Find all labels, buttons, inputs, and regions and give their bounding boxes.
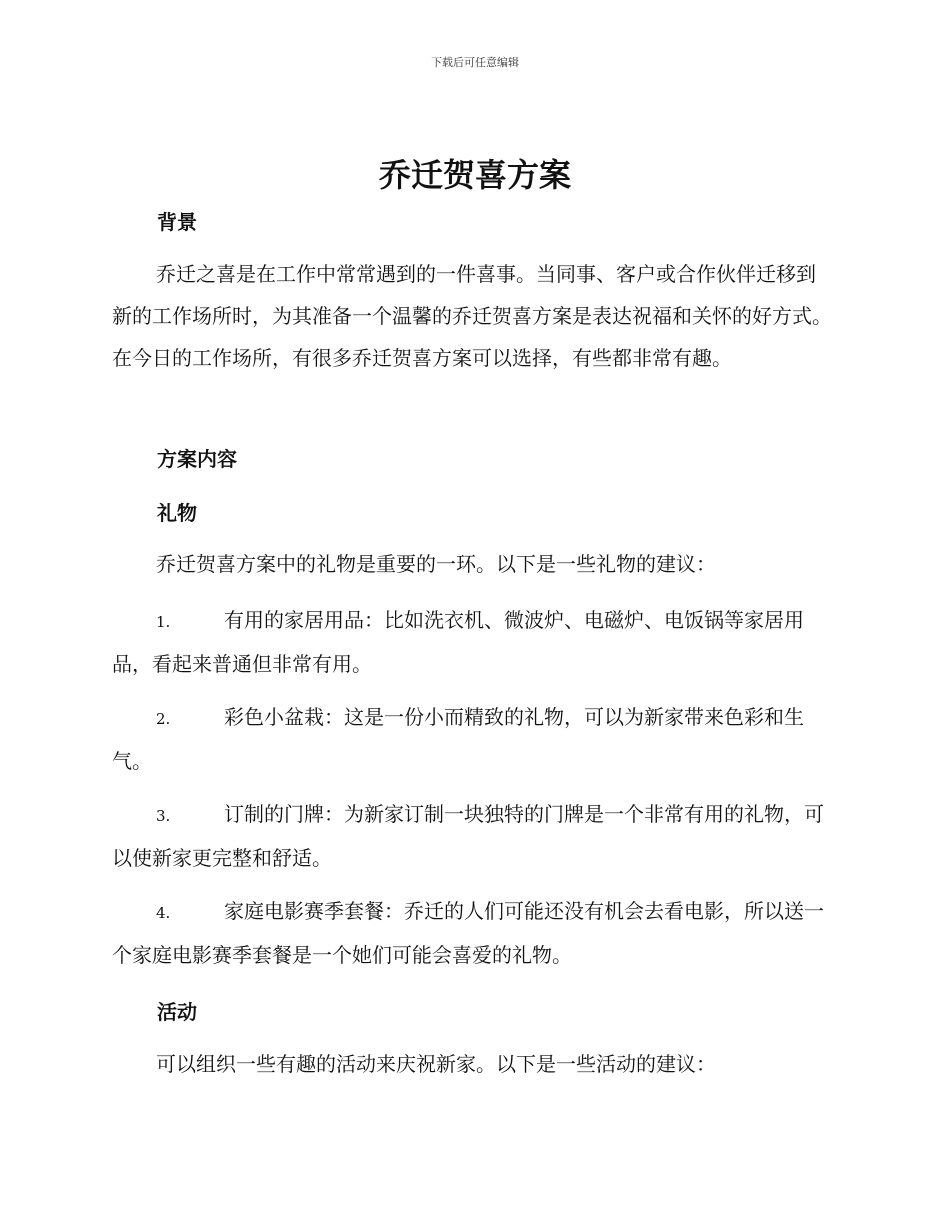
heading-gifts: 礼物 [157,501,197,525]
list-item [112,599,834,685]
paragraph-gift-intro: 乔迁贺喜方案中的礼物是重要的一环。以下是一些礼物的建议： [156,552,716,576]
list-item [112,793,834,879]
heading-background: 背景 [157,210,197,234]
list-item-text: 订制的门牌：为新家订制一块独特的门牌是一个非常有用的礼物，可以使新家更完整和舒适。 [112,802,824,870]
list-item [112,696,834,782]
list-item [112,890,834,976]
header-note: 下载后可任意编辑 [431,56,519,69]
list-item-text: 家庭电影赛季套餐：乔迁的人们可能还没有机会去看电影，所以送一个家庭电影赛季套餐是一个她们可能会喜爱的礼物。 [112,899,824,967]
document-title: 乔迁贺喜方案 [378,156,571,194]
list-item-number: 4. [156,904,171,922]
paragraph-background: 乔迁之喜是在工作中常常遇到的一件喜事。当同事、客户或合作伙伴迁移到新的工作场所时，为其准备一个温馨的乔迁贺喜方案是表达祝福和关怀的好方式。在今日的工作场所，有很多乔迁贺喜方案可以选择，有些都非常有趣。 [112,262,832,370]
heading-plan-content: 方案内容 [157,447,237,471]
heading-activities: 活动 [157,1000,197,1024]
list-item-number: 1. [156,613,171,631]
paragraph-activity-intro: 可以组织一些有趣的活动来庆祝新家。以下是一些活动的建议： [156,1052,716,1076]
list-item-text: 彩色小盆栽：这是一份小而精致的礼物，可以为新家带来色彩和生气。 [112,705,804,773]
list-item-text: 有用的家居用品：比如洗衣机、微波炉、电磁炉、电饭锅等家居用品，看起来普通但非常有用。 [112,608,804,676]
list-item-number: 2. [156,710,171,728]
list-item-number: 3. [156,807,171,825]
